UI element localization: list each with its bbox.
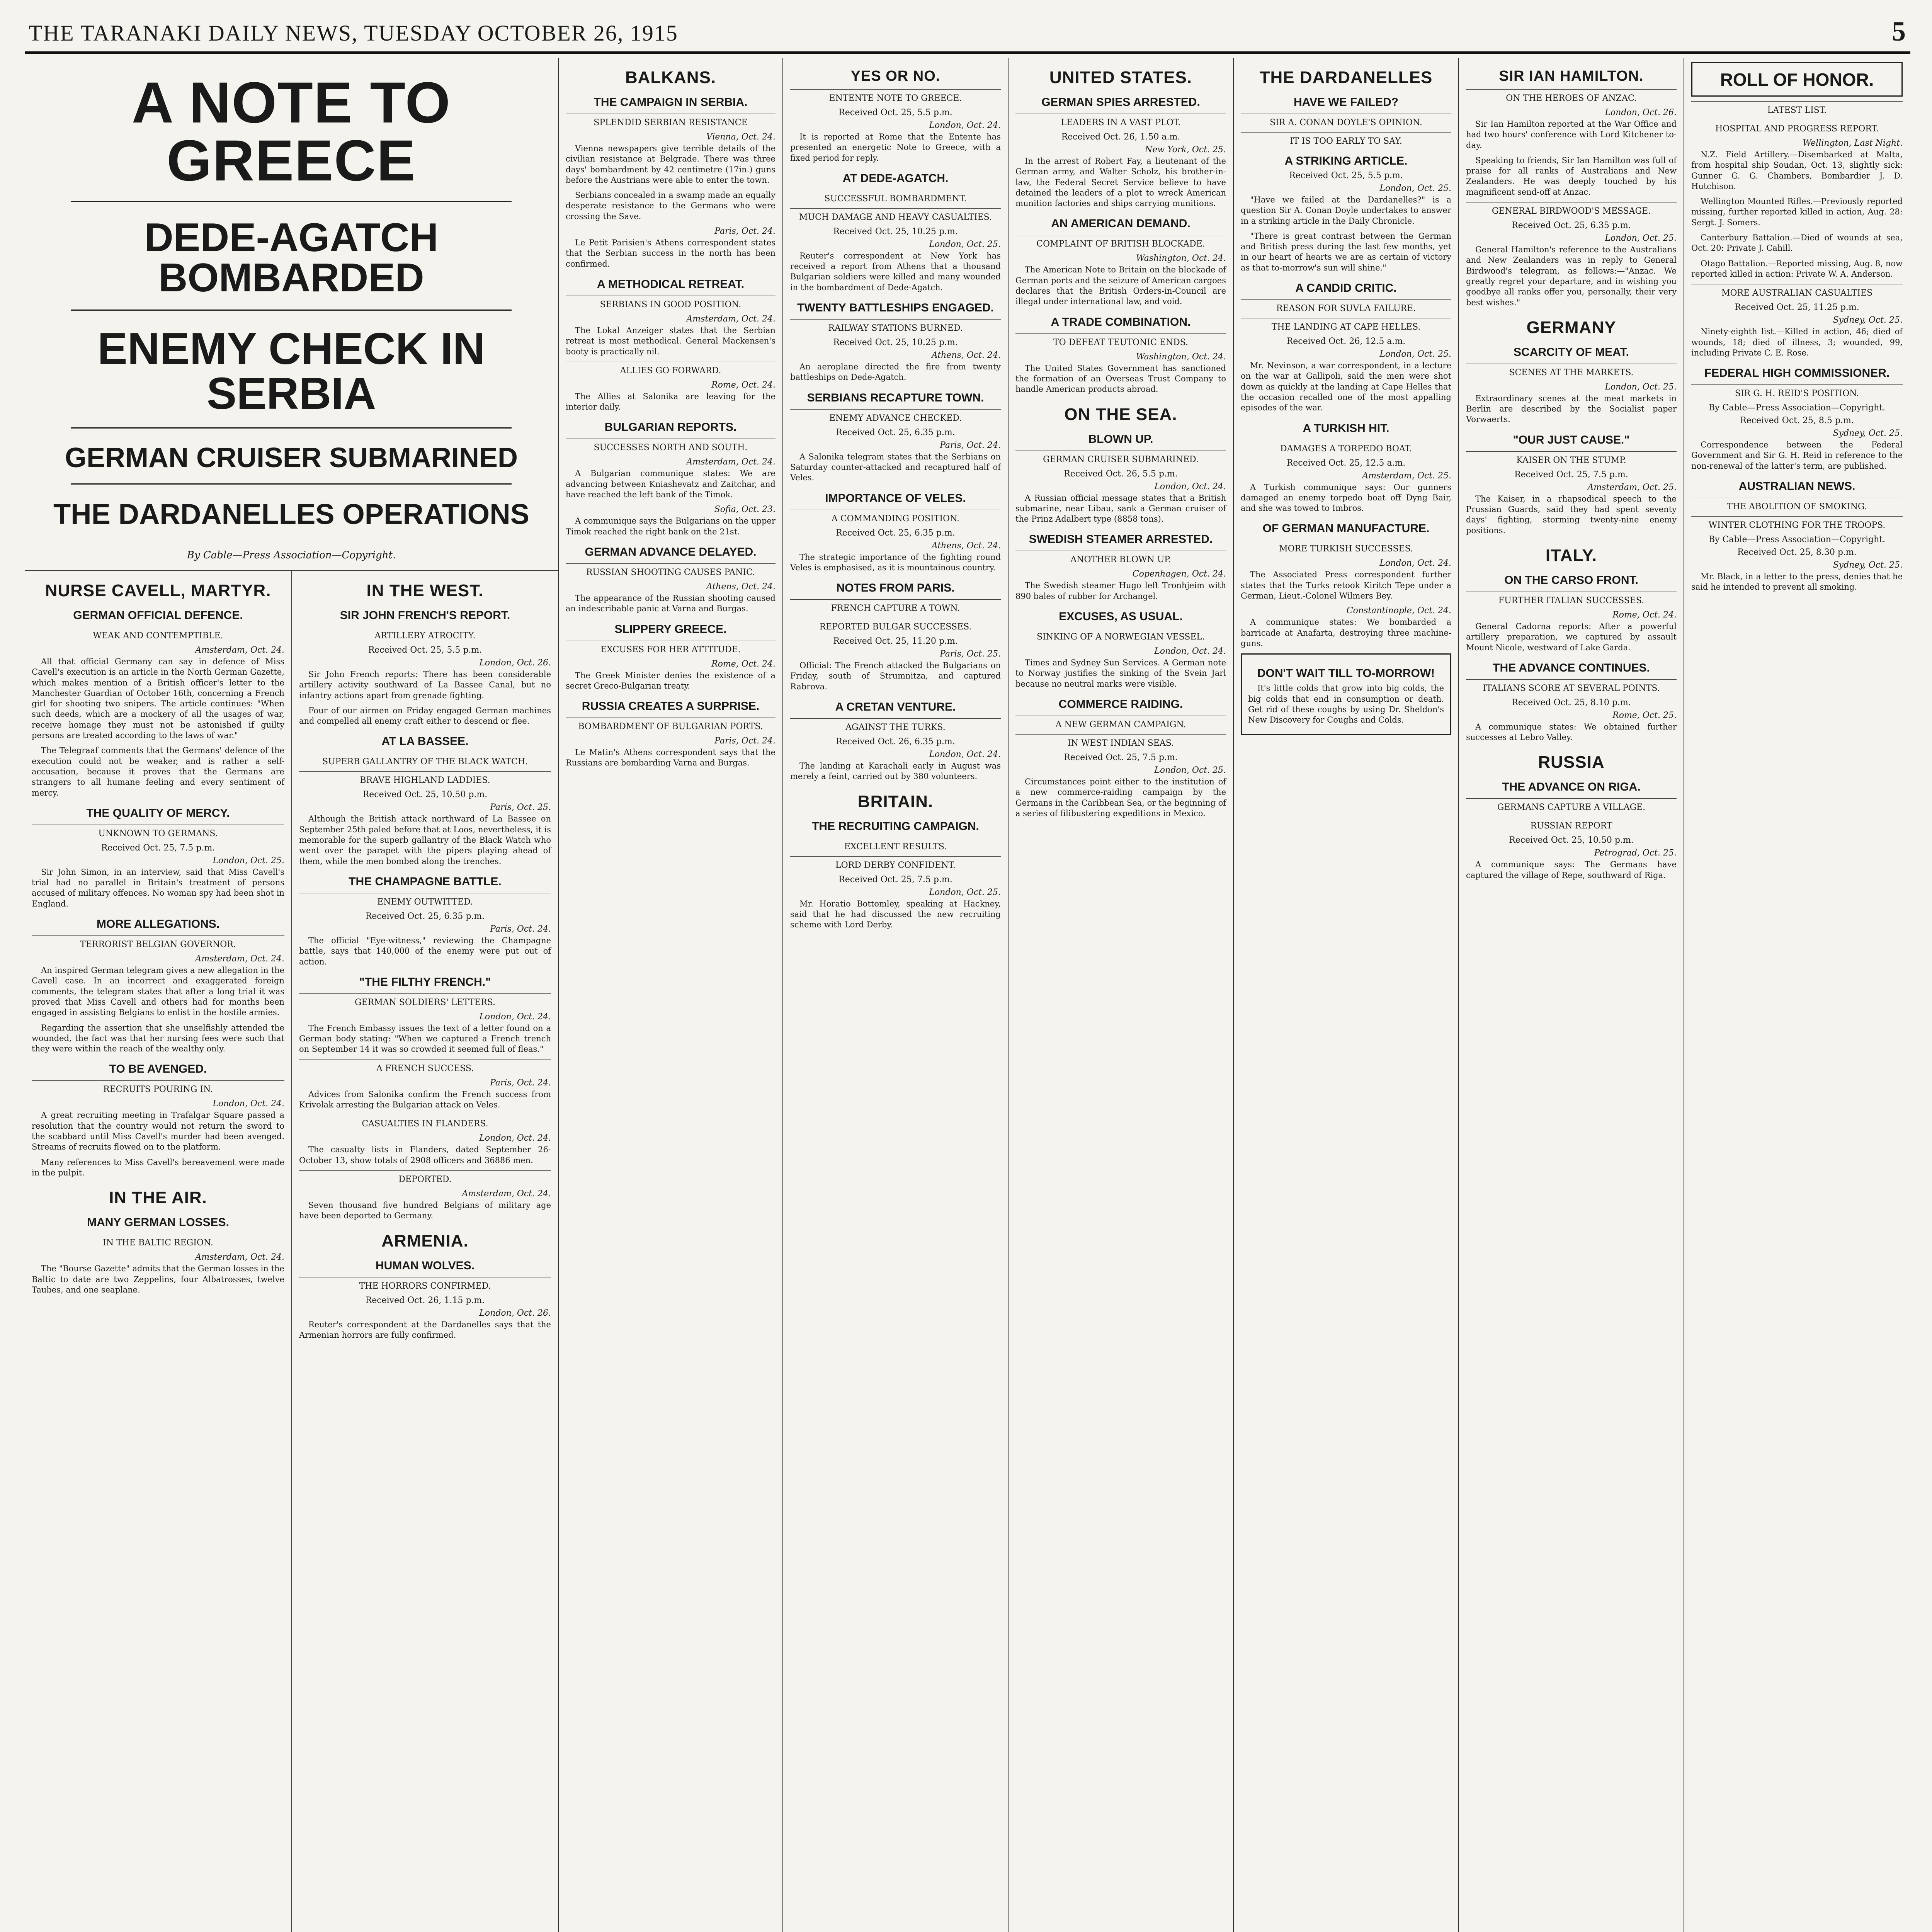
section-heading: GERMAN ADVANCE DELAYED. — [585, 545, 757, 558]
received-line: Received Oct. 25, 10.25 p.m. — [833, 226, 958, 236]
paragraph: Speaking to friends, Sir Ian Hamilton was full of praise for all ranks of Australians and New Zealanders. He was deeply touched by his magnificent send-off at Anzac. — [1466, 155, 1677, 197]
paragraph: "Have we failed at the Dardanelles?" is a question Sir A. Conan Doyle undertakes to answer in a striking article in the Daily Chronicle. — [1241, 195, 1451, 226]
subheading: DEPORTED. — [299, 1170, 551, 1184]
paragraph: Ninety-eighth list.—Killed in action, 46; died of wounds, 18; died of illness, 3; wounded, 99, including Private C. E. Rose. — [1691, 327, 1903, 357]
paragraph: A Bulgarian communique states: We are advancing between Kniashevatz and Zaitchar, and have reached the left bank of the Timok. — [566, 469, 776, 500]
dateline: Paris, Oct. 24. — [490, 1078, 551, 1088]
dateline: Sofia, Oct. 23. — [714, 505, 776, 515]
section-heading: GERMAN SPIES ARRESTED. — [1041, 96, 1200, 109]
section-heading: SWEDISH STEAMER ARRESTED. — [1029, 533, 1213, 546]
dateline: London, Oct. 25. — [929, 887, 1001, 897]
subheading: ARTILLERY ATROCITY. — [299, 627, 551, 641]
section-heading: FEDERAL HIGH COMMISSIONER. — [1704, 367, 1890, 380]
dardanelles-column — [1234, 58, 1459, 1932]
section-heading: A TURKISH HIT. — [1303, 422, 1389, 435]
paragraph: A Salonika telegram states that the Serbians on Saturday counter-attacked and recaptured half of Veles. — [790, 452, 1001, 483]
paragraph: It is reported at Rome that the Entente has presented an energetic Note to Greece, with a fixed period for reply. — [790, 132, 1001, 163]
paragraph: All that official Germany can say in defence of Miss Cavell's execution is an article in the North German Gazette, which makes mention of a British officer's letter to the Manchester Guardian of October 16th, concerning a French girl for shooting two snipers. The article continues: "When such deeds, which are a mockery of all the usages of war, receive homage they must not be astonished if guilty persons are treated according to the laws of war." — [32, 657, 284, 740]
dateline: London, Oct. 25. — [1379, 184, 1451, 193]
dateline: Copenhagen, Oct. 24. — [1132, 569, 1226, 579]
dateline: Washington, Oct. 24. — [1136, 253, 1226, 264]
received-line: Received Oct. 25, 8.10 p.m. — [1512, 697, 1631, 707]
paragraph: Regarding the assertion that she unselfishly attended the wounded, the fact was that her nursing fees were such that they were within the reach of the wealthy only. — [32, 1023, 284, 1054]
article-title: ARMENIA. — [381, 1231, 469, 1250]
masthead — [25, 15, 1910, 54]
dateline: Athens, Oct. 24. — [931, 350, 1001, 361]
paragraph: Serbians concealed in a swamp made an equally desperate resistance to the Germans who were crossing the Save. — [566, 190, 776, 221]
subheading: IN THE BALTIC REGION. — [32, 1234, 284, 1248]
section-heading: EXCUSES, AS USUAL. — [1059, 610, 1183, 623]
dateline: Washington, Oct. 24. — [1136, 352, 1226, 362]
dateline: Paris, Oct. 24. — [940, 440, 1001, 450]
article-title: SIR IAN HAMILTON. — [1499, 68, 1644, 84]
paragraph: Le Petit Parisien's Athens correspondent states that the Serbian success in the north has been confirmed. — [566, 238, 776, 269]
subheading: IN WEST INDIAN SEAS. — [1015, 734, 1226, 748]
subheading: ALLIES GO FORWARD. — [566, 362, 776, 376]
dateline: London, Oct. 24. — [1154, 481, 1226, 492]
dateline: Vienna, Oct. 24. — [706, 132, 776, 142]
section-heading: THE RECRUITING CAMPAIGN. — [812, 820, 979, 833]
paragraph: Correspondence between the Federal Government and Sir G. H. Reid in reference to the non-renewal of the latter's term, are published. — [1691, 440, 1903, 471]
section-heading: A STRIKING ARTICLE. — [1284, 155, 1408, 167]
cavell-column — [25, 571, 291, 1932]
section-heading: RUSSIA CREATES A SURPRISE. — [582, 700, 760, 713]
received-line: Received Oct. 26, 1.50 a.m. — [1061, 132, 1180, 142]
section-heading: HAVE WE FAILED? — [1293, 96, 1399, 109]
paragraph: Le Matin's Athens correspondent says that the Russians are bombarding Varna and Burgas. — [566, 748, 776, 768]
paragraph: Reuter's correspondent at the Dardanelles says that the Armenian horrors are fully confirmed. — [299, 1320, 551, 1340]
subheading: THE LANDING AT CAPE HELLES. — [1241, 318, 1451, 332]
lead-block — [25, 58, 558, 1932]
paragraph: The Associated Press correspondent further states that the Turks retook Kiritch Tepe under a German, Lieut.-Colonel Wilmers Bey. — [1241, 570, 1451, 601]
section-heading: GERMAN OFFICIAL DEFENCE. — [73, 609, 243, 622]
paragraph: Seven thousand five hundred Belgians of military age have been deported to Germany. — [299, 1200, 551, 1221]
subheading: SUCCESSFUL BOMBARDMENT. — [790, 190, 1001, 204]
subheading: ENEMY OUTWITTED. — [299, 893, 551, 907]
section-heading: THE ADVANCE CONTINUES. — [1493, 661, 1650, 674]
paragraph: Sir John Simon, in an interview, said that Miss Cavell's trial had no parallel in Britain's treatment of persons accused of military offences. No woman spy had been shot in England. — [32, 867, 284, 908]
dateline: Sydney, Oct. 25. — [1833, 315, 1903, 325]
page-number: 5 — [1892, 16, 1906, 47]
received-line: Received Oct. 25, 7.5 p.m. — [1064, 752, 1178, 762]
subheading: REPORTED BULGAR SUCCESSES. — [790, 618, 1001, 632]
dateline: Rome, Oct. 24. — [711, 380, 776, 390]
paragraph: Sir John French reports: There has been considerable artillery activity southward of La Bassee Canal, but no infantry actions apart from grenade fighting. — [299, 670, 551, 700]
subheading: THE HORRORS CONFIRMED. — [299, 1277, 551, 1291]
received-line: Received Oct. 25, 8.5 p.m. — [1740, 416, 1854, 426]
subheading: SCENES AT THE MARKETS. — [1466, 364, 1677, 378]
section-heading: MANY GERMAN LOSSES. — [87, 1216, 229, 1229]
subheading: RUSSIAN REPORT — [1466, 817, 1677, 831]
paragraph: N.Z. Field Artillery.—Disembarked at Malta, from hospital ship Soudan, Oct. 13, slightly sick: Gunner G. G. Chambers, Bombardier J. D. Hutchison. — [1691, 150, 1903, 191]
paragraph: Advices from Salonika confirm the French success from Krivolak arresting the Bulgarian attack on Veles. — [299, 1089, 551, 1110]
article-title: RUSSIA — [1538, 753, 1605, 772]
dateline: London, Oct. 25. — [1154, 765, 1226, 775]
section-heading: BLOWN UP. — [1088, 432, 1153, 446]
section-heading: SERBIANS RECAPTURE TOWN. — [807, 391, 984, 404]
byline: By Cable—Press Association—Copyright. — [1708, 403, 1886, 413]
dateline: London, Oct. 25. — [1379, 349, 1451, 359]
dateline: London, Oct. 24. — [479, 1133, 551, 1143]
subheading: A NEW GERMAN CAMPAIGN. — [1015, 716, 1226, 730]
paragraph: Mr. Nevinson, a war correspondent, in a lecture on the war at Gallipoli, said the men were shot down as quickly at the landing at Cape Helles that the occasion recalled one of the most appalling episodes of the war. — [1241, 361, 1451, 413]
dateline: Athens, Oct. 24. — [931, 541, 1001, 551]
subheading: SERBIANS IN GOOD POSITION. — [566, 296, 776, 310]
paragraph: The French Embassy issues the text of a letter found on a German body stating: "When we captured a French trench on September 14 it was so crowded it seemed full of fleas." — [299, 1023, 551, 1054]
received-line: Received Oct. 26, 1.15 p.m. — [365, 1295, 485, 1305]
section-heading: A CRETAN VENTURE. — [835, 701, 956, 714]
article-title: UNITED STATES. — [1049, 68, 1192, 87]
paragraph: The casualty lists in Flanders, dated September 26-October 13, show totals of 2908 officers and 36886 men. — [299, 1145, 551, 1165]
received-line: Received Oct. 25, 6.35 p.m. — [365, 911, 485, 921]
dateline: Rome, Oct. 25. — [1612, 710, 1677, 720]
section-heading: BULGARIAN REPORTS. — [604, 421, 737, 434]
subheading: SPLENDID SERBIAN RESISTANCE — [566, 114, 776, 128]
received-line: Received Oct. 25, 5.5 p.m. — [368, 645, 482, 655]
paragraph: The Greek Minister denies the existence of a secret Greco-Bulgarian treaty. — [566, 670, 776, 690]
section-heading: A METHODICAL RETREAT. — [597, 277, 745, 291]
dateline: Rome, Oct. 24. — [1612, 610, 1677, 620]
subheading: LATEST LIST. — [1691, 101, 1903, 115]
dateline: Amsterdam, Oct. 24. — [462, 1189, 551, 1199]
subheading: ANOTHER BLOWN UP. — [1015, 551, 1226, 565]
paragraph: The Lokal Anzeiger states that the Serbian retreat is most methodical. General Mackensen's booty is practically nil. — [566, 325, 776, 356]
paragraph: Many references to Miss Cavell's bereavement were made in the pulpit. — [32, 1157, 284, 1177]
section-heading: THE ADVANCE ON RIGA. — [1502, 781, 1641, 794]
paragraph: Circumstances point either to the institution of a new commerce-raiding campaign by the Germans in the Caribbean Sea, or the beginning of a series of filibustering expeditions in Mexico. — [1015, 777, 1226, 818]
paragraph: A Turkish communique says: Our gunners damaged an enemy torpedo boat off Dyng Bair, and she was towed to Imbros. — [1241, 482, 1451, 513]
headline-serbia: ENEMY CHECK IN SERBIA — [97, 323, 485, 418]
paragraph: The "Bourse Gazette" admits that the German losses in the Baltic to date are two Zeppelins, four Albatrosses, twelve Taubes, and one seaplane. — [32, 1264, 284, 1294]
byline: By Cable—Press Association—Copyright. — [187, 549, 396, 561]
section-heading: TWENTY BATTLESHIPS ENGAGED. — [797, 301, 994, 315]
paragraph: A communique says: The Germans have captured the village of Repe, southward of Riga. — [1466, 860, 1677, 880]
dateline: Amsterdam, Oct. 25. — [1587, 482, 1677, 492]
paragraph: Canterbury Battalion.—Died of wounds at sea, Oct. 20: Private J. Cahill. — [1691, 233, 1903, 253]
paragraph: Wellington Mounted Rifles.—Previously reported missing, further reported killed in action, Aug. 28: Sergt. J. Somers. — [1691, 197, 1903, 227]
section-heading: IMPORTANCE OF VELES. — [825, 492, 966, 505]
paragraph: Otago Battalion.—Reported missing, Aug. 8, now reported killed in action: Private W. A. Anderson. — [1691, 259, 1903, 279]
subheading: SIR G. H. REID'S POSITION. — [1691, 384, 1903, 398]
subheading: IT IS TOO EARLY TO SAY. — [1241, 132, 1451, 146]
subheading: ON THE HEROES OF ANZAC. — [1466, 89, 1677, 103]
section-heading: "OUR JUST CAUSE." — [1513, 433, 1630, 446]
section-heading: NOTES FROM PARIS. — [836, 582, 955, 595]
subheading: AGAINST THE TURKS. — [790, 718, 1001, 732]
subheading: ENTENTE NOTE TO GREECE. — [790, 89, 1001, 103]
hamilton-column — [1459, 58, 1684, 1932]
yes-or-no-column — [783, 58, 1009, 1932]
subheading: ENEMY ADVANCE CHECKED. — [790, 409, 1001, 423]
subheading: LEADERS IN A VAST PLOT. — [1015, 114, 1226, 128]
headline-greece: A NOTE TO GREECE — [131, 70, 451, 193]
received-line: Received Oct. 25, 5.5 p.m. — [838, 108, 952, 117]
section-heading: AN AMERICAN DEMAND. — [1051, 217, 1190, 230]
dateline: Amsterdam, Oct. 24. — [686, 457, 776, 467]
paragraph: In the arrest of Robert Fay, a lieutenant of the German army, and Walter Scholz, his brother-in-law, the Federal Secret Service believe to have detained the leaders of a plot to wreck American munition factories and ships carrying munitions. — [1015, 156, 1226, 208]
paragraph: Mr. Black, in a letter to the press, denies that he said he intended to prevent all smoking. — [1691, 572, 1903, 592]
roll-of-honor-box — [1691, 62, 1903, 97]
dateline: London, Oct. 26. — [1605, 108, 1677, 117]
dateline: Amsterdam, Oct. 24. — [195, 645, 284, 655]
article-title: NURSE CAVELL, MARTYR. — [45, 581, 271, 600]
dateline: London, Oct. 25. — [1605, 233, 1677, 243]
advertisement-title: DON'T WAIT TILL TO-MORROW! — [1257, 667, 1435, 680]
section-heading: THE CAMPAIGN IN SERBIA. — [594, 96, 748, 109]
subheading: BOMBARDMENT OF BULGARIAN PORTS. — [566, 718, 776, 731]
advertisement — [1241, 653, 1451, 735]
paragraph: Mr. Horatio Bottomley, speaking at Hackney, said that he had discussed the new recruiting scheme with Lord Derby. — [790, 899, 1001, 930]
subheading: SUPERB GALLANTRY OF THE BLACK WATCH. — [299, 753, 551, 767]
paragraph: An aeroplane directed the fire from twenty battleships on Dede-Agatch. — [790, 362, 1001, 382]
received-line: Received Oct. 26, 6.35 p.m. — [836, 737, 955, 747]
paragraph: "There is great contrast between the German and British press during the last few months, yet in our heart of hearts we are as certain of victory as that to-morrow's sun will shine." — [1241, 231, 1451, 272]
dateline: Sydney, Oct. 25. — [1833, 429, 1903, 439]
dateline: London, Oct. 25. — [929, 239, 1001, 249]
paragraph: A Russian official message states that a British submarine, near Libau, sank a German cruiser of the Prinz Adalbert type (8858 tons). — [1015, 493, 1226, 524]
article-title: ROLL OF HONOR. — [1720, 70, 1874, 90]
columns — [25, 58, 1910, 1932]
paragraph: The Kaiser, in a rhapsodical speech to the Prussian Guards, said they had spent seventy days' fighting, storming twenty-nine enemy positions. — [1466, 494, 1677, 535]
section-heading: "THE FILTHY FRENCH." — [359, 975, 491, 988]
subheading: WEAK AND CONTEMPTIBLE. — [32, 627, 284, 641]
dateline: Sydney, Oct. 25. — [1833, 560, 1903, 570]
dateline: Paris, Oct. 24. — [714, 736, 776, 746]
paragraph: A communique states: We obtained further successes at Lebro Valley. — [1466, 722, 1677, 742]
dateline: Rome, Oct. 24. — [711, 659, 776, 669]
paragraph: The official "Eye-witness," reviewing the Champagne battle, says that 140,000 of the enemy were put out of action. — [299, 935, 551, 966]
subheading: KAISER ON THE STUMP. — [1466, 451, 1677, 465]
received-line: Received Oct. 25, 10.50 p.m. — [362, 790, 488, 800]
section-heading: SLIPPERY GREECE. — [614, 622, 727, 636]
section-heading: OF GERMAN MANUFACTURE. — [1262, 522, 1430, 535]
subheading: COMPLAINT OF BRITISH BLOCKADE. — [1015, 235, 1226, 249]
dateline: London, Oct. 24. — [1154, 646, 1226, 656]
dateline: London, Oct. 25. — [213, 855, 284, 866]
subheading: SINKING OF A NORWEGIAN VESSEL. — [1015, 628, 1226, 642]
received-line: Received Oct. 25, 11.25 p.m. — [1735, 303, 1859, 313]
paragraph: A great recruiting meeting in Trafalgar Square passed a resolution that the country would not return the sword to the scabbard until Miss Cavell's murder had been avenged. Streams of recruits flowed on to the platform. — [32, 1111, 284, 1152]
paragraph: The Telegraaf comments that the Germans' defence of the execution could not be weaker, and is rather a self-accusation, because it proves that the Germans are strangers to all humane feeling and every sentiment of mercy. — [32, 746, 284, 798]
section-heading: MORE ALLEGATIONS. — [96, 918, 220, 931]
paragraph: Official: The French attacked the Bulgarians on Friday, south of Strumnitza, and captured Rabrova. — [790, 661, 1001, 691]
dateline: Paris, Oct. 25. — [940, 649, 1001, 659]
paragraph: The American Note to Britain on the blockade of German ports and the seizure of American cargoes declares that the British Orders-in-Council are illegal under international law, and void. — [1015, 265, 1226, 306]
subheading: A COMMANDING POSITION. — [790, 510, 1001, 524]
paragraph: The United States Government has sanctioned the formation of an Overseas Trust Company to handle American products abroad. — [1015, 363, 1226, 394]
article-title: ON THE SEA. — [1064, 405, 1177, 424]
dateline: Paris, Oct. 24. — [490, 924, 551, 934]
section-heading: A TRADE COMBINATION. — [1051, 315, 1191, 328]
subheading: RECRUITS POURING IN. — [32, 1080, 284, 1094]
subheading: GERMANS CAPTURE A VILLAGE. — [1466, 798, 1677, 812]
section-heading: ON THE CARSO FRONT. — [1504, 573, 1638, 587]
dateline: Paris, Oct. 25. — [490, 803, 551, 813]
received-line: Received Oct. 25, 10.25 p.m. — [833, 338, 958, 348]
headline-dardanelles: THE DARDANELLES OPERATIONS — [53, 498, 530, 530]
received-line: Received Oct. 25, 11.20 p.m. — [833, 636, 958, 646]
dateline: Amsterdam, Oct. 24. — [195, 1252, 284, 1262]
subheading: GERMAN CRUISER SUBMARINED. — [1015, 451, 1226, 464]
masthead-title: THE TARANAKI DAILY NEWS, TUESDAY OCTOBER 26, 1915 — [29, 20, 678, 46]
byline: By Cable—Press Association—Copyright. — [1708, 535, 1886, 545]
paragraph: The appearance of the Russian shooting caused an indescribable panic at Varna and Burgas. — [566, 593, 776, 614]
balkans-column — [558, 58, 783, 1932]
paragraph: General Hamilton's reference to the Australians and New Zealanders was in reply to General Birdwood's telegram, as follows:—"Anzac. We greatly regret your departure, and in wishing you goodbye all ranks offer you, personally, their very best wishes." — [1466, 245, 1677, 307]
subheading: ITALIANS SCORE AT SEVERAL POINTS. — [1466, 679, 1677, 693]
section-heading: SIR JOHN FRENCH'S REPORT. — [340, 609, 510, 622]
received-line: Received Oct. 25, 7.5 p.m. — [101, 843, 215, 853]
received-line: Received Oct. 25, 6.35 p.m. — [836, 427, 955, 437]
subheading: FURTHER ITALIAN SUCCESSES. — [1466, 592, 1677, 605]
dateline: Amsterdam, Oct. 24. — [195, 954, 284, 964]
section-heading: A CANDID CRITIC. — [1295, 282, 1397, 295]
subheading: TERRORIST BELGIAN GOVERNOR. — [32, 935, 284, 949]
dateline: London, Oct. 24. — [929, 121, 1001, 130]
subheading: TO DEFEAT TEUTONIC ENDS. — [1015, 333, 1226, 347]
section-heading: TO BE AVENGED. — [109, 1063, 207, 1076]
section-heading: SCARCITY OF MEAT. — [1514, 345, 1629, 359]
article-title: ITALY. — [1545, 546, 1597, 565]
section-heading: THE QUALITY OF MERCY. — [86, 806, 230, 820]
dateline: Wellington, Last Night. — [1803, 138, 1903, 148]
subheading: MORE AUSTRALIAN CASUALTIES — [1691, 284, 1903, 298]
dateline: Athens, Oct. 24. — [706, 582, 776, 592]
subheading: RUSSIAN SHOOTING CAUSES PANIC. — [566, 563, 776, 577]
subheading: GERMAN SOLDIERS' LETTERS. — [299, 993, 551, 1007]
paragraph: Sir Ian Hamilton reported at the War Office and had two hours' conference with Lord Kitchener to-day. — [1466, 119, 1677, 150]
received-line: Received Oct. 26, 12.5 a.m. — [1286, 337, 1406, 347]
subheading: CASUALTIES IN FLANDERS. — [299, 1115, 551, 1129]
paragraph: The Allies at Salonika are leaving for the interior daily. — [566, 391, 776, 412]
dateline: London, Oct. 26. — [479, 658, 551, 668]
received-line: Received Oct. 25, 7.5 p.m. — [1514, 469, 1628, 480]
dateline: Amsterdam, Oct. 24. — [686, 314, 776, 324]
subheading: EXCUSES FOR HER ATTITUDE. — [566, 641, 776, 655]
received-line: Received Oct. 25, 7.5 p.m. — [838, 874, 952, 884]
subheading: HOSPITAL AND PROGRESS REPORT. — [1691, 120, 1903, 134]
west-column — [291, 571, 558, 1932]
paragraph: A communique states: We bombarded a barricade at Anafarta, destroying three machine-guns. — [1241, 617, 1451, 648]
section-heading: THE CHAMPAGNE BATTLE. — [349, 875, 502, 888]
article-title: THE DARDANELLES — [1259, 68, 1433, 87]
dateline: Constantinople, Oct. 24. — [1346, 606, 1451, 616]
paragraph: The strategic importance of the fighting round Veles is emphasised, as it is mountainous country. — [790, 552, 1001, 572]
paragraph: Four of our airmen on Friday engaged German machines and compelled all enemy craft either to descend or flee. — [299, 706, 551, 726]
subheading: THE ABOLITION OF SMOKING. — [1691, 498, 1903, 512]
article-title: GERMANY — [1526, 318, 1616, 337]
paragraph: Times and Sydney Sun Services. A German note to Norway justifies the sinking of the Svein Jarl because no neutral marks were visible. — [1015, 658, 1226, 689]
subheading: A FRENCH SUCCESS. — [299, 1060, 551, 1073]
article-title: BALKANS. — [625, 68, 716, 87]
subheading: REASON FOR SUVLA FAILURE. — [1241, 299, 1451, 313]
received-line: Received Oct. 25, 6.35 p.m. — [1512, 221, 1631, 231]
received-line: Received Oct. 25, 10.50 p.m. — [1509, 835, 1634, 845]
received-line: Received Oct. 25, 5.5 p.m. — [1289, 171, 1403, 180]
article-title: IN THE WEST. — [366, 581, 484, 600]
dateline: Petrograd, Oct. 25. — [1594, 848, 1677, 858]
headline-dede-agatch: DEDE-AGATCH BOMBARDED — [144, 215, 439, 300]
subheading: MUCH DAMAGE AND HEAVY CASUALTIES. — [790, 208, 1001, 222]
dateline: London, Oct. 24. — [479, 1012, 551, 1022]
paragraph: The landing at Karachali early in August was merely a feint, carried out by 380 volunteers. — [790, 761, 1001, 781]
subheading: FRENCH CAPTURE A TOWN. — [790, 599, 1001, 613]
subheading: BRAVE HIGHLAND LADDIES. — [299, 771, 551, 785]
advertisement-text: It's little colds that grow into big colds, the big colds that end in consumption or death. Get rid of these coughs by using Dr. Sheldon's New Discovery for Coughs and Colds. — [1248, 684, 1444, 725]
paragraph: Vienna newspapers give terrible details of the civilian resistance at Belgrade. There was three days' bombardment by 42 centimetre (17in.) guns before the Austrians were able to enter the town. — [566, 144, 776, 185]
headline-cruiser: GERMAN CRUISER SUBMARINED — [65, 442, 518, 473]
section-heading: COMMERCE RAIDING. — [1058, 697, 1183, 711]
dateline: London, Oct. 24. — [213, 1099, 284, 1109]
subheading: LORD DERBY CONFIDENT. — [790, 856, 1001, 870]
lead-subcolumns — [25, 570, 558, 1932]
article-title: YES OR NO. — [850, 68, 940, 84]
subheading: EXCELLENT RESULTS. — [790, 838, 1001, 852]
paragraph: General Cadorna reports: After a powerful artillery preparation, we captured by assault Mount Nicole, westward of Lake Garda. — [1466, 621, 1677, 652]
dateline: New York, Oct. 25. — [1145, 145, 1226, 155]
section-heading: AT DEDE-AGATCH. — [842, 172, 949, 185]
received-line: Received Oct. 25, 8.30 p.m. — [1737, 548, 1857, 558]
received-line: Received Oct. 25, 12.5 a.m. — [1286, 458, 1406, 468]
newspaper-page — [25, 15, 1910, 1932]
united-states-column — [1009, 58, 1234, 1932]
subheading: SIR A. CONAN DOYLE'S OPINION. — [1241, 114, 1451, 128]
dateline: London, Oct. 25. — [1605, 382, 1677, 392]
dateline: Amsterdam, Oct. 25. — [1362, 471, 1451, 481]
subheading: RAILWAY STATIONS BURNED. — [790, 319, 1001, 333]
section-heading: AUSTRALIAN NEWS. — [1738, 480, 1855, 493]
subheading: GENERAL BIRDWOOD'S MESSAGE. — [1466, 202, 1677, 216]
dateline: London, Oct. 24. — [929, 750, 1001, 760]
article-title: IN THE AIR. — [109, 1188, 207, 1208]
dateline: London, Oct. 24. — [1379, 558, 1451, 568]
subheading: UNKNOWN TO GERMANS. — [32, 825, 284, 838]
received-line: Received Oct. 26, 5.5 p.m. — [1064, 469, 1178, 479]
article-title: BRITAIN. — [857, 792, 934, 811]
subheading: WINTER CLOTHING FOR THE TROOPS. — [1691, 516, 1903, 530]
subheading: DAMAGES A TORPEDO BOAT. — [1241, 440, 1451, 454]
section-heading: HUMAN WOLVES. — [375, 1259, 475, 1272]
paragraph: Reuter's correspondent at New York has received a report from Athens that a thousand Bulgarian soldiers were killed and many wounded in the bombardment of Dede-Agatch. — [790, 251, 1001, 292]
dateline: London, Oct. 26. — [479, 1308, 551, 1318]
subheading: SUCCESSES NORTH AND SOUTH. — [566, 439, 776, 452]
paragraph: An inspired German telegram gives a new allegation in the Cavell case. In an incorrect and exaggerated foreign comments, the telegram states that after a long trial it was proved that Miss Cavell and others had for months been engaged in assisting Belgians to enlist in the hostile armies. — [32, 966, 284, 1017]
paragraph: Although the British attack northward of La Bassee on September 25th paled before that at Loos, nevertheless, it is memorable for the superb gallantry of the Black Watch who went over the parapet with the pipers playing ahead of them, while the men bombed along the trenches. — [299, 814, 551, 866]
paragraph: The Swedish steamer Hugo left Tronhjeim with 890 bales of rubber for Archangel. — [1015, 581, 1226, 601]
roll-of-honor-column — [1684, 58, 1910, 1932]
section-heading: AT LA BASSEE. — [381, 735, 469, 748]
paragraph: Extraordinary scenes at the meat markets in Berlin are described by the Socialist paper Vorwaerts. — [1466, 393, 1677, 424]
received-line: Received Oct. 25, 6.35 p.m. — [836, 528, 955, 538]
subheading: MORE TURKISH SUCCESSES. — [1241, 540, 1451, 554]
dateline: Paris, Oct. 24. — [714, 226, 776, 236]
paragraph: A communique says the Bulgarians on the upper Timok reached the right bank on the 21st. — [566, 516, 776, 536]
